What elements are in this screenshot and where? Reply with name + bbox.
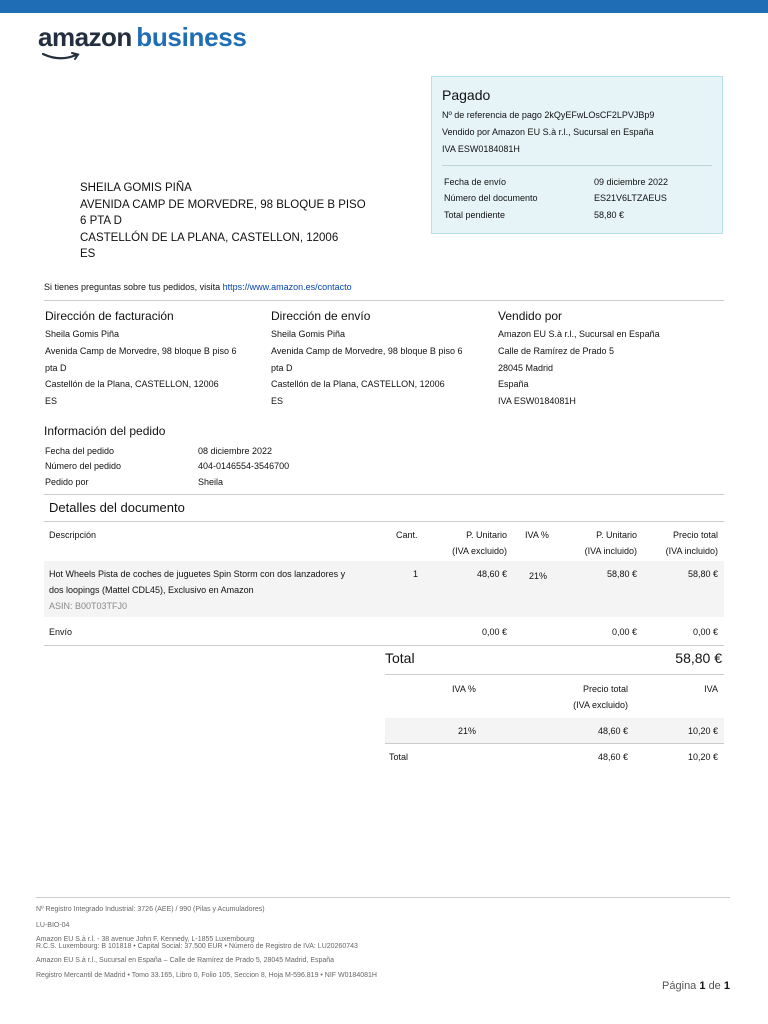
- shipping-row-label: Envío: [49, 627, 73, 637]
- pending-total-label: Total pendiente: [444, 210, 506, 220]
- billing-line: Castellón de la Plana, CASTELLON, 12006: [45, 379, 219, 390]
- divider: [44, 645, 724, 646]
- billing-line: ES: [45, 396, 58, 407]
- shipping-unit-price-in: 0,00 €: [611, 627, 637, 637]
- payment-status-box: [431, 76, 723, 234]
- payment-reference: Nº de referencia de pago 2kQyEFwLOsCF2LPVJBp9: [442, 110, 655, 120]
- sold-by-line: Calle de Ramírez de Prado 5: [498, 345, 615, 356]
- col-unit-price-ex: [440, 527, 507, 559]
- shipping-address-title: Dirección de envío: [271, 309, 371, 323]
- item-unit-price-in: 58,80 €: [606, 569, 637, 579]
- sold-by-line: IVA ESW0184081H: [498, 396, 576, 407]
- shipping-line: Sheila Gomis Piña: [271, 329, 346, 339]
- summary-col-price-line2: (IVA excluido): [573, 700, 628, 710]
- order-number-label: Número del pedido: [45, 461, 122, 471]
- shipping-date-value: 09 diciembre 2022: [594, 177, 669, 187]
- item-description: [49, 566, 379, 614]
- document-details-title: Detalles del documento: [49, 500, 185, 515]
- page-of: de: [708, 980, 721, 992]
- order-date-label: Fecha del pedido: [45, 446, 115, 456]
- footer-line: LU-BIO-04: [36, 922, 70, 929]
- col-unit-price-in-line1: P. Unitario: [596, 530, 637, 540]
- contact-link[interactable]: https://www.amazon.es/contacto: [222, 282, 352, 292]
- grand-total-value: 58,80 €: [675, 650, 722, 666]
- summary-col-vat: IVA %: [452, 684, 476, 694]
- logo-word-business: business: [136, 22, 247, 52]
- shipping-address-block: [271, 308, 462, 410]
- payment-status-title: Pagado: [442, 87, 491, 103]
- recipient-line: AVENIDA CAMP DE MORVEDRE, 98 BLOQUE B PISO: [80, 198, 366, 211]
- shipping-line: Avenida Camp de Morvedre, 98 bloque B piso 6: [271, 345, 463, 356]
- billing-address-title: Dirección de facturación: [45, 309, 174, 323]
- recipient-line: SHEILA GOMIS PIÑA: [80, 182, 192, 194]
- col-description: Descripción: [49, 530, 97, 540]
- col-unit-price-in: [560, 527, 637, 559]
- item-quantity: 1: [413, 569, 419, 579]
- order-info-title: Información del pedido: [44, 424, 166, 438]
- document-number-value: ES21V6LTZAEUS: [594, 193, 667, 203]
- item-description-line1: Hot Wheels Pista de coches de juguetes Spin Storm con dos lanzadores y: [49, 569, 346, 579]
- contact-text: Si tienes preguntas sobre tus pedidos, visita: [44, 282, 221, 292]
- billing-line: Sheila Gomis Piña: [45, 329, 120, 339]
- page-label: Página: [662, 980, 697, 992]
- summary-col-iva: IVA: [704, 684, 718, 694]
- logo-word-amazon: amazon: [38, 22, 132, 52]
- sold-by-line: Amazon EU S.à r.l., Sucursal en España: [498, 329, 660, 339]
- shipping-total: 0,00 €: [692, 627, 718, 637]
- summary-iva: 10,20 €: [687, 726, 718, 736]
- smile-arrow-icon: [42, 52, 82, 62]
- order-number-value: 404-0146554-3546700: [198, 461, 290, 471]
- footer-divider: [36, 897, 730, 898]
- item-unit-price-ex: 48,60 €: [476, 569, 507, 579]
- col-unit-price-in-line2: (IVA incluido): [584, 546, 637, 556]
- col-vat: IVA %: [525, 530, 549, 540]
- divider: [44, 300, 724, 301]
- recipient-line: CASTELLÓN DE LA PLANA, CASTELLON, 12006: [80, 231, 339, 244]
- billing-address-block: [45, 308, 236, 410]
- item-asin: ASIN: B00T03TFJ0: [49, 601, 128, 611]
- grand-total-label: Total: [385, 650, 415, 666]
- billing-line: pta D: [45, 362, 67, 373]
- col-total: [646, 527, 718, 559]
- item-description-line2: dos loopings (Mattel CDL45), Exclusivo en Amazon: [49, 585, 254, 595]
- billing-line: Avenida Camp de Morvedre, 98 bloque B piso 6: [45, 345, 237, 356]
- ordered-by-value: Sheila: [198, 477, 224, 487]
- page-total: 1: [723, 980, 730, 992]
- divider: [44, 521, 724, 522]
- pending-total-value: 58,80 €: [594, 210, 625, 220]
- recipient-line: ES: [80, 248, 96, 260]
- document-number-label: Número del documento: [444, 193, 538, 203]
- recipient-line: 6 PTA D: [80, 215, 122, 227]
- footer-line: Nº Registro Integrado Industrial: 3726 (AEE) / 990 (Pilas y Acumuladores): [36, 906, 265, 913]
- summary-col-price: [556, 681, 628, 713]
- summary-vat: 21%: [458, 726, 477, 736]
- divider: [385, 743, 724, 744]
- summary-total-price: 48,60 €: [597, 752, 628, 762]
- recipient-address: [80, 180, 366, 263]
- page-current: 1: [699, 980, 706, 992]
- sold-by-title: Vendido por: [498, 309, 563, 323]
- item-total: 58,80 €: [687, 569, 718, 579]
- footer-line: Amazon EU S.à r.l., Sucursal en España – Calle de Ramírez de Prado 5, 28045 Madrid, España: [36, 957, 335, 964]
- divider: [44, 494, 724, 495]
- shipping-line: Castellón de la Plana, CASTELLON, 12006: [271, 379, 445, 390]
- col-total-line1: Precio total: [672, 530, 718, 540]
- payment-divider: [442, 165, 712, 166]
- sold-by-line: 28045 Madrid: [498, 362, 554, 373]
- contact-notice: [44, 282, 352, 292]
- amazon-business-logo: [38, 22, 258, 62]
- shipping-line: ES: [271, 396, 284, 407]
- col-unit-price-ex-line1: P. Unitario: [466, 530, 507, 540]
- footer-line: Amazon EU S.à r.l. - 38 avenue John F. Kennedy, L-1855 Luxembourg: [36, 936, 255, 943]
- summary-total-iva: 10,20 €: [687, 752, 718, 762]
- shipping-unit-price-ex: 0,00 €: [481, 627, 507, 637]
- payment-vat: IVA ESW0184081H: [442, 144, 520, 154]
- ordered-by-label: Pedido por: [45, 477, 89, 487]
- summary-col-price-line1: Precio total: [582, 684, 628, 694]
- shipping-date-label: Fecha de envío: [444, 177, 507, 187]
- page-number: [662, 980, 730, 992]
- col-quantity: Cant.: [396, 530, 418, 540]
- col-unit-price-ex-line2: (IVA excluido): [452, 546, 507, 556]
- sold-by-block: [498, 308, 660, 410]
- summary-total-label: Total: [389, 752, 409, 762]
- payment-seller: Vendido por Amazon EU S.à r.l., Sucursal en España: [442, 127, 654, 137]
- footer-line: Registro Mercantil de Madrid • Tomo 33.165, Libro 0, Folio 105, Seccion 8, Hoja M-596.819 • NIF W0184081H: [36, 972, 377, 979]
- top-bar: [0, 0, 768, 13]
- shipping-line: pta D: [271, 362, 293, 373]
- divider: [385, 674, 724, 675]
- order-date-value: 08 diciembre 2022: [198, 446, 273, 456]
- col-total-line2: (IVA incluido): [665, 546, 718, 556]
- item-vat: 21%: [529, 571, 548, 581]
- footer-line: R.C.S. Luxembourg: B 101818 • Capital Social: 37.500 EUR • Número de Registro de IVA: LU20260743: [36, 943, 358, 950]
- sold-by-line: España: [498, 379, 529, 390]
- summary-price: 48,60 €: [597, 726, 628, 736]
